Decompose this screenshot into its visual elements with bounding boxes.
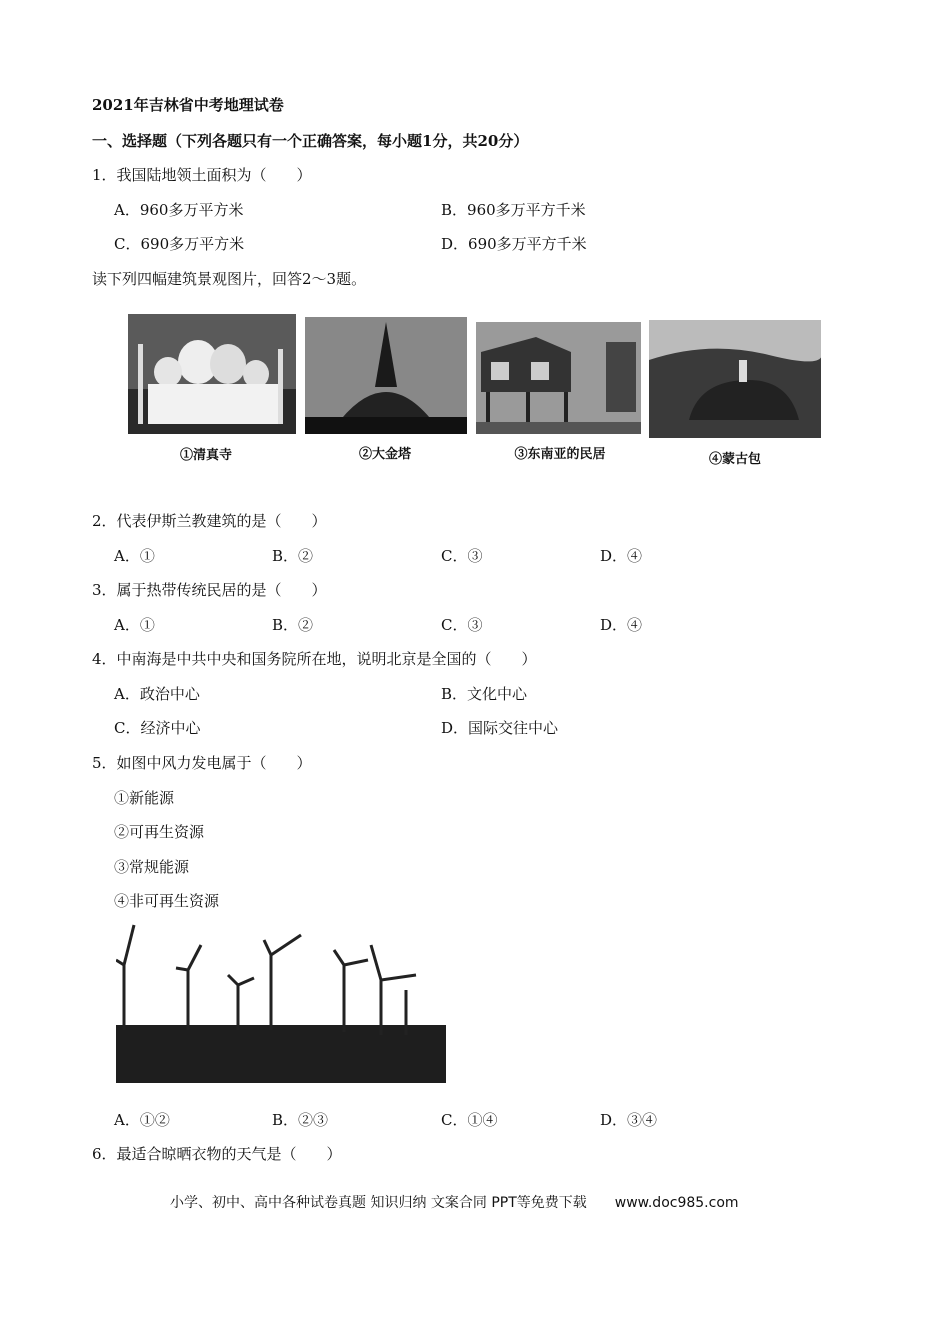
question-3-option-d: D．④ bbox=[600, 616, 643, 634]
question-3-option-c: C．③ bbox=[441, 616, 483, 634]
question-4-option-a: A．政治中心 bbox=[114, 685, 200, 703]
question-5-option-b: B．②③ bbox=[272, 1111, 329, 1129]
wind-turbines-photo bbox=[116, 920, 446, 1083]
question-4-option-b: B．文化中心 bbox=[441, 685, 528, 703]
building-caption-4: ④蒙古包 bbox=[708, 452, 761, 467]
golden-pagoda-photo bbox=[305, 317, 467, 434]
southeast-asia-house-photo bbox=[476, 322, 641, 434]
question-5-option-d: D．③④ bbox=[600, 1111, 658, 1129]
building-caption-3: ③东南亚的民居 bbox=[514, 447, 606, 462]
question-5-item-4: ④非可再生资源 bbox=[114, 892, 220, 910]
question-5-item-2: ②可再生资源 bbox=[114, 823, 205, 841]
question-1-option-a: A．960多万平方米 bbox=[114, 201, 244, 219]
question-2-option-b: B．② bbox=[272, 547, 314, 565]
building-caption-2: ②大金塔 bbox=[358, 447, 411, 462]
question-3-option-a: A．① bbox=[114, 616, 155, 634]
question-4-option-d: D．国际交往中心 bbox=[441, 719, 559, 737]
question-4-option-c: C．经济中心 bbox=[114, 719, 201, 737]
question-4-stem: 4．中南海是中共中央和国务院所在地，说明北京是全国的（ ） bbox=[92, 650, 537, 668]
page-footer: 小学、初中、高中各种试卷真题 知识归纳 文案合同 PPT等免费下载 www.doc985.com bbox=[170, 1195, 739, 1211]
question-1-option-b: B．960多万平方千米 bbox=[441, 201, 586, 219]
question-5-item-3: ③常规能源 bbox=[114, 858, 190, 876]
question-5-option-c: C．①④ bbox=[441, 1111, 498, 1129]
question-5-option-a: A．①② bbox=[114, 1111, 170, 1129]
question-6-stem: 6．最适合晾晒衣物的天气是（ ） bbox=[92, 1145, 342, 1163]
question-2-option-a: A．① bbox=[114, 547, 155, 565]
question-5-stem: 5．如图中风力发电属于（ ） bbox=[92, 754, 312, 772]
question-1-option-d: D．690多万平方千米 bbox=[441, 235, 587, 253]
question-5-item-1: ①新能源 bbox=[114, 789, 175, 807]
question-3-stem: 3．属于热带传统民居的是（ ） bbox=[92, 581, 327, 599]
question-3-option-b: B．② bbox=[272, 616, 314, 634]
yurt-photo bbox=[649, 320, 821, 438]
question-2-option-d: D．④ bbox=[600, 547, 643, 565]
page-title: 2021年吉林省中考地理试卷 bbox=[92, 96, 284, 114]
building-caption-1: ①清真寺 bbox=[179, 448, 232, 463]
intro-questions-2-3: 读下列四幅建筑景观图片，回答2～3题。 bbox=[92, 270, 367, 288]
section-heading: 一、选择题（下列各题只有一个正确答案，每小题1分，共20分） bbox=[92, 132, 529, 150]
question-1-option-c: C．690多万平方米 bbox=[114, 235, 245, 253]
mosque-photo bbox=[128, 314, 296, 434]
question-2-option-c: C．③ bbox=[441, 547, 483, 565]
question-2-stem: 2．代表伊斯兰教建筑的是（ ） bbox=[92, 512, 327, 530]
question-1-stem: 1．我国陆地领土面积为（ ） bbox=[92, 166, 312, 184]
